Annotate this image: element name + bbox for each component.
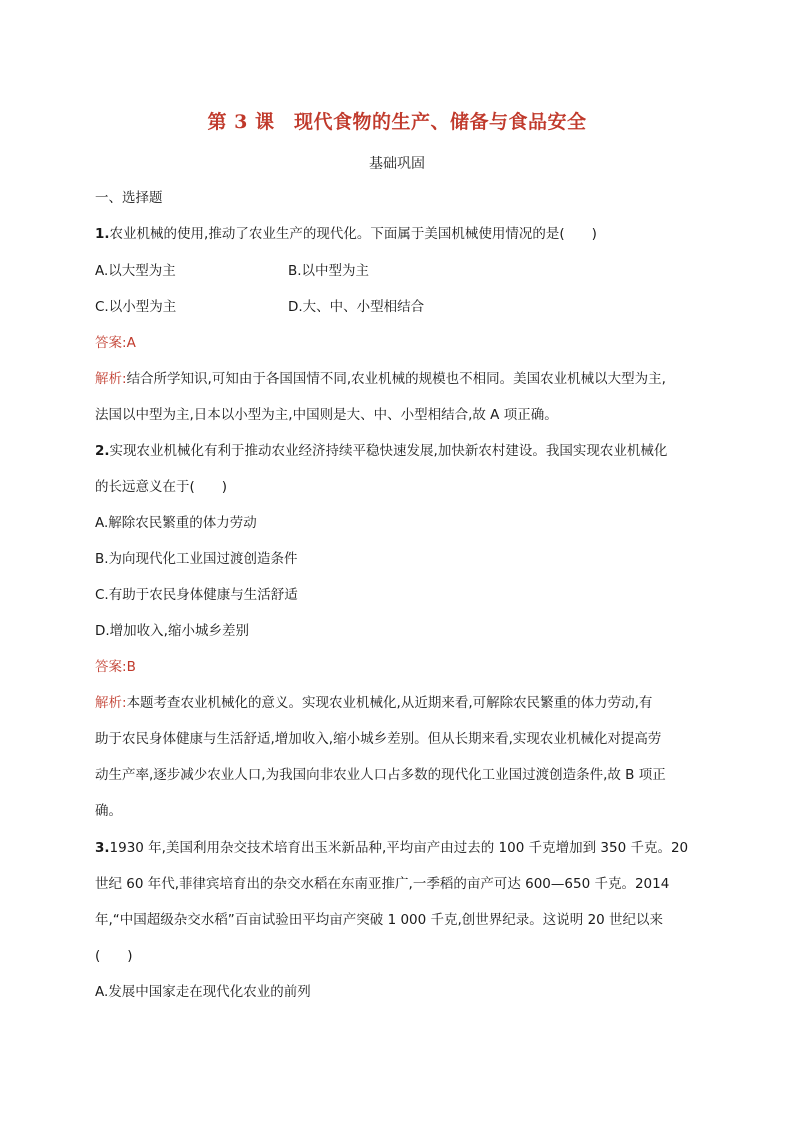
answer-value: A	[126, 335, 136, 351]
question-2-answer	[95, 657, 136, 677]
question-2-number: 2.	[95, 443, 110, 459]
question-2-option-d: D.增加收入,缩小城乡差别	[95, 623, 249, 639]
analysis-label: 解析:	[95, 695, 127, 711]
question-1-text: 农业机械的使用,推动了农业生产的现代化。下面属于美国机械使用情况的是( )	[109, 226, 597, 242]
question-1-option-b: B.以中型为主	[288, 263, 370, 279]
question-3-stem-line-4: ( )	[95, 948, 133, 964]
analysis-text: 本题考查农业机械化的意义。实现农业机械化,从近期来看,可解除农民繁重的体力劳动,有	[126, 695, 653, 711]
answer-value: B	[126, 659, 136, 675]
question-3-text: 1930 年,美国利用杂交技术培育出玉米新品种,平均亩产由过去的 100 千克增加到 350 千克。20	[109, 840, 689, 856]
answer-label: 答案:	[95, 335, 127, 351]
answer-label: 答案:	[95, 659, 127, 675]
question-1-answer	[95, 333, 136, 353]
section-heading: 一、选择题	[95, 190, 163, 206]
question-1-analysis-line-2: 法国以中型为主,日本以小型为主,中国则是大、中、小型相结合,故 A 项正确。	[95, 407, 558, 423]
question-2-stem-line-2: 的长远意义在于( )	[95, 479, 228, 495]
question-3-stem-line-3: 年,“中国超级杂交水稻”百亩试验田平均亩产突破 1 000 千克,创世界纪录。这说明 20 世纪以来	[95, 912, 664, 928]
question-1-stem	[95, 224, 597, 244]
question-3-option-a: A.发展中国家走在现代化农业的前列	[95, 984, 311, 1000]
question-3-number: 3.	[95, 840, 110, 856]
question-2-analysis-line-1	[95, 693, 652, 713]
question-1-option-a: A.以大型为主	[95, 263, 176, 279]
question-1-analysis-line-1	[95, 369, 666, 389]
question-1-option-d: D.大、中、小型相结合	[288, 299, 425, 315]
question-2-option-b: B.为向现代化工业国过渡创造条件	[95, 551, 298, 567]
page-subtitle: 基础巩固	[369, 156, 425, 172]
question-3-stem-line-1	[95, 838, 688, 858]
question-1-option-c: C.以小型为主	[95, 299, 177, 315]
analysis-text: 结合所学知识,可知由于各国国情不同,农业机械的规模也不相同。美国农业机械以大型为主,	[126, 371, 666, 387]
question-2-option-a: A.解除农民繁重的体力劳动	[95, 515, 257, 531]
question-2-stem-line-1	[95, 441, 667, 461]
question-1-number: 1.	[95, 226, 110, 242]
question-2-text: 实现农业机械化有利于推动农业经济持续平稳快速发展,加快新农村建设。我国实现农业机械化	[109, 443, 668, 459]
page-title: 第 3 课 现代食物的生产、储备与食品安全	[207, 111, 587, 133]
question-2-option-c: C.有助于农民身体健康与生活舒适	[95, 587, 298, 603]
analysis-label: 解析:	[95, 371, 127, 387]
question-2-analysis-line-4: 确。	[95, 803, 122, 819]
question-3-stem-line-2: 世纪 60 年代,菲律宾培育出的杂交水稻在东南亚推广,一季稻的亩产可达 600—650 千克。2014	[95, 876, 670, 892]
question-2-analysis-line-2: 助于农民身体健康与生活舒适,增加收入,缩小城乡差别。但从长期来看,实现农业机械化对提高劳	[95, 731, 662, 747]
question-2-analysis-line-3: 动生产率,逐步减少农业人口,为我国向非农业人口占多数的现代化工业国过渡创造条件,故 B 项正	[95, 767, 666, 783]
